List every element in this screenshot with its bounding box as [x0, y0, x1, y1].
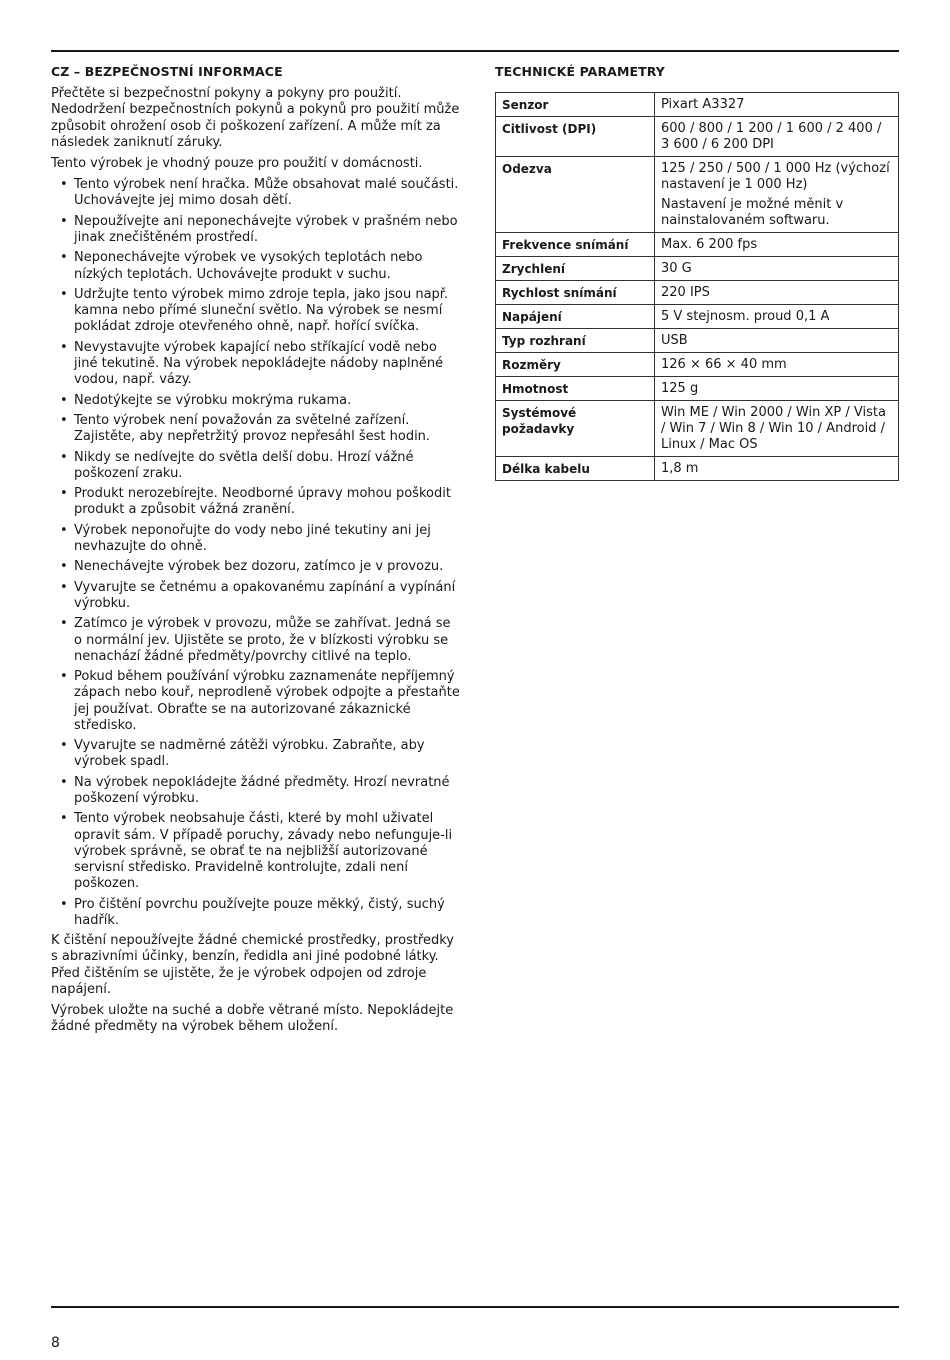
param-value-text: Win ME / Win 2000 / Win XP / Vista / Win 7 / Win 8 / Win 10 / Android / Linux / Mac OS: [661, 405, 886, 452]
param-value-text: 600 / 800 / 1 200 / 1 600 / 2 400 / 3 600 / 6 200 DPI: [661, 121, 882, 152]
table-row: [496, 401, 899, 457]
param-value: [655, 401, 899, 457]
param-value-text: Max. 6 200 fps: [661, 237, 758, 252]
storage-paragraph: Výrobek uložte na suché a dobře větrané místo. Nepokládejte žádné předměty na výrobek během uložení.: [51, 1002, 454, 1035]
param-label: Senzor: [496, 93, 655, 117]
table-row: [496, 157, 899, 233]
table-row: [496, 377, 899, 401]
safety-bullet: • Výrobek neponořujte do vody nebo jiné tekutiny ani jej nevhazujte do ohně.: [51, 523, 461, 555]
table-row: [496, 281, 899, 305]
param-label: Citlivost (DPI): [496, 117, 655, 157]
table-row: [496, 117, 899, 157]
safety-bullet: • Vyvarujte se nadměrné zátěži výrobku. Zabraňte, aby výrobek spadl.: [51, 738, 461, 770]
safety-bullet: • Neponechávejte výrobek ve vysokých teplotách nebo nízkých teplotách. Uchovávejte produkt v suchu.: [51, 250, 461, 282]
safety-bullet: • Nikdy se nedívejte do světla delší dobu. Hrozí vážné poškození zraku.: [51, 450, 461, 482]
param-value: [655, 117, 899, 157]
table-row: [496, 305, 899, 329]
param-label: Systémové požadavky: [496, 401, 655, 457]
safety-section: [51, 64, 461, 1040]
bottom-rule: [51, 1306, 899, 1308]
param-label: Délka kabelu: [496, 457, 655, 481]
param-label: Rychlost snímání: [496, 281, 655, 305]
param-value: [655, 157, 899, 233]
technical-heading: TECHNICKÉ PARAMETRY: [495, 64, 665, 79]
param-value: [655, 281, 899, 305]
technical-section: [495, 64, 899, 481]
param-value: [655, 93, 899, 117]
param-value-note: Nastavení je možné měnit v nainstalovaném softwaru.: [661, 197, 844, 228]
safety-bullet: • Nepoužívejte ani neponechávejte výrobek v prašném nebo jinak znečištěném prostředí.: [51, 214, 461, 246]
param-label: Napájení: [496, 305, 655, 329]
param-value: [655, 305, 899, 329]
table-row: [496, 233, 899, 257]
cleaning-paragraph: K čištění nepoužívejte žádné chemické prostředky, prostředky s abrazivními účinky, benzín, ředidla ani jiné podobné látky. Před čištěním se ujistěte, že je výrobek odpojen od zdroje napájení.: [51, 933, 454, 997]
param-value-text: 1,8 m: [661, 461, 699, 476]
safety-bullet: • Zatímco je výrobek v provozu, může se zahřívat. Jedná se o normální jev. Ujistěte se proto, že v blízkosti výrobku se nenachází žádné předměty/povrchy citlivé na teplo.: [51, 616, 461, 665]
page-number: 8: [51, 1335, 60, 1351]
table-row: [496, 457, 899, 481]
param-value-text: 30 G: [661, 261, 692, 276]
safety-bullet: • Pokud během používání výrobku zaznamenáte nepříjemný zápach nebo kouř, neprodleně výrobek odpojte a přestaňte jej používat. Obraťte se na autorizované zákaznické středisko.: [51, 669, 461, 734]
safety-bullet: • Nevystavujte výrobek kapající nebo stříkající vodě nebo jiné tekutině. Na výrobek nepokládejte nádoby naplněné vodou, např. vázy.: [51, 340, 461, 389]
param-value-text: USB: [661, 333, 688, 348]
table-row: [496, 329, 899, 353]
param-label: Odezva: [496, 157, 655, 233]
safety-bullet: • Vyvarujte se četnému a opakovanému zapínání a vypínání výrobku.: [51, 580, 461, 612]
param-label: Typ rozhraní: [496, 329, 655, 353]
param-label: Zrychlení: [496, 257, 655, 281]
param-label: Frekvence snímání: [496, 233, 655, 257]
table-row: [496, 353, 899, 377]
safety-bullet-list: [51, 177, 461, 929]
table-row: [496, 257, 899, 281]
param-value-text: 125 g: [661, 381, 699, 396]
safety-bullet: • Tento výrobek není hračka. Může obsahovat malé součásti. Uchovávejte jej mimo dosah dětí.: [51, 177, 461, 209]
safety-heading: CZ – BEZPEČNOSTNÍ INFORMACE: [51, 64, 283, 79]
param-value: [655, 233, 899, 257]
intro-paragraph: Přečtěte si bezpečnostní pokyny a pokyny pro použití. Nedodržení bezpečnostních pokynů a pokynů pro použití může způsobit ohrožení osob či poškození zařízení. A může mít za následek zaniknutí záruky.: [51, 86, 460, 150]
safety-bullet: • Produkt nerozebírejte. Neodborné úpravy mohou poškodit produkt a způsobit vážná zranění.: [51, 486, 461, 518]
safety-bullet: • Nenechávejte výrobek bez dozoru, zatímco je v provozu.: [51, 559, 461, 575]
safety-bullet: • Na výrobek nepokládejte žádné předměty. Hrozí nevratné poškození výrobku.: [51, 775, 461, 807]
param-value: [655, 377, 899, 401]
top-rule: [51, 50, 899, 52]
param-value-text: Pixart A3327: [661, 97, 745, 112]
param-value-text: 125 / 250 / 500 / 1 000 Hz (výchozí nastavení je 1 000 Hz): [661, 161, 890, 192]
safety-bullet: • Nedotýkejte se výrobku mokrýma rukama.: [51, 393, 461, 409]
param-value: [655, 257, 899, 281]
param-value-text: 126 × 66 × 40 mm: [661, 357, 787, 372]
param-value-text: 220 IPS: [661, 285, 710, 300]
param-value: [655, 329, 899, 353]
table-row: [496, 93, 899, 117]
param-label: Rozměry: [496, 353, 655, 377]
param-value: [655, 353, 899, 377]
safety-bullet: • Udržujte tento výrobek mimo zdroje tepla, jako jsou např. kamna nebo přímé sluneční světlo. Na výrobek se nesmí pokládat zdroje otevřeného ohně, např. hořící svíčka.: [51, 287, 461, 336]
param-label: Hmotnost: [496, 377, 655, 401]
safety-bullet: • Tento výrobek není považován za světelné zařízení. Zajistěte, aby nepřetržitý provoz nepřesáhl šest hodin.: [51, 413, 461, 445]
safety-bullet: • Pro čištění povrchu používejte pouze měkký, čistý, suchý hadřík.: [51, 897, 461, 929]
param-value-text: 5 V stejnosm. proud 0,1 A: [661, 309, 830, 324]
safety-bullet: • Tento výrobek neobsahuje části, které by mohl uživatel opravit sám. V případě poruchy, závady nebo nefunguje-li výrobek správně, se obrať te na nejbližší autorizované servisní středisko. Pravidelně kontrolujte, zdali není poškozen.: [51, 811, 461, 892]
param-value: [655, 457, 899, 481]
intro-paragraph: Tento výrobek je vhodný pouze pro použití v domácnosti.: [51, 156, 423, 172]
technical-parameters-table: [495, 92, 899, 481]
